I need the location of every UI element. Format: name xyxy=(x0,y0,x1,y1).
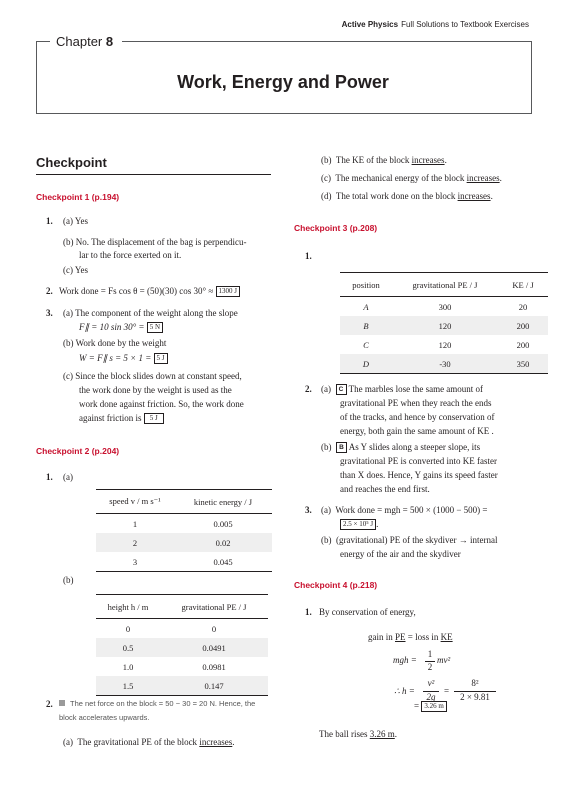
cp2-q1a-label: (a) xyxy=(63,472,73,482)
cp3-q3a-answer-box: 2.5 × 10⁵ J xyxy=(340,519,376,530)
cp3-q2b-answer-box: B xyxy=(336,442,347,453)
table-row xyxy=(96,619,268,639)
cp1-q3a-eq: F∥ = 10 sin 30° = xyxy=(79,322,145,332)
cp2-q2-num xyxy=(46,698,53,711)
cp1-q3a-answer-box: 5 N xyxy=(147,322,163,333)
cp2-q2d: (d) The total work done on the block increases. xyxy=(321,191,493,201)
cp2-table-b-wrap xyxy=(96,594,268,696)
cp2-q2b-answer: increases xyxy=(411,155,445,165)
table-b-header-height: height h / m xyxy=(96,595,160,619)
cp4-eq3-num1: v² xyxy=(427,678,435,688)
cp1-q3b-answer-box: 5 J xyxy=(154,353,168,364)
cp3-q2a-answer-box: C xyxy=(336,384,347,395)
cp2-q1b-label: (b) xyxy=(63,575,74,585)
cp3-q3a-line1 xyxy=(321,504,487,517)
cp1-q3c-line4 xyxy=(79,412,164,425)
table-row xyxy=(340,354,548,374)
table-cell: 3 xyxy=(96,552,174,572)
cp2-q2a-label: (a) xyxy=(63,737,73,747)
chapter-title: Work, Energy and Power xyxy=(177,72,389,92)
cp4-eq3-den2: 2 × 9.81 xyxy=(460,692,490,702)
cp2-q1-num xyxy=(46,471,53,484)
table-cell: 200 xyxy=(498,316,548,335)
table-row xyxy=(96,657,268,676)
cp2-q2d-label: (d) xyxy=(321,191,332,201)
cp4-eq3-lhs: ∴ h = xyxy=(394,686,415,696)
cp3-table xyxy=(340,272,548,374)
cp3-q2a-line4: energy, both gain the same amount of KE . xyxy=(340,426,494,436)
header-brand: Active Physics xyxy=(341,20,399,29)
chapter-label xyxy=(56,34,113,49)
cp4-eq2-rhs: mv² xyxy=(437,655,451,665)
cp2-q2b: (b) The KE of the block increases. xyxy=(321,155,447,165)
cp1-heading: Checkpoint 1 (p.194) xyxy=(36,192,120,202)
chapter-number: 8 xyxy=(105,34,114,49)
cp4-eq1-ke: KE xyxy=(440,632,453,642)
cp1-q1-num xyxy=(46,215,53,228)
table-cell: -30 xyxy=(392,354,498,374)
table-cell: 300 xyxy=(438,301,452,312)
cp3-q2b-line3: than X does. Hence, Y gains its speed faster xyxy=(340,470,498,480)
table-row xyxy=(96,533,272,552)
cp1-q3b-line2 xyxy=(79,352,168,365)
cp1-q1-number: 1. xyxy=(46,216,53,226)
cp2-table-a-wrap xyxy=(96,489,272,572)
cp2-q2c-label: (c) xyxy=(321,173,331,183)
table-row xyxy=(340,335,548,354)
table-row xyxy=(340,316,548,335)
cp4-eq1-text-b: = loss in xyxy=(407,632,439,642)
table-row xyxy=(96,676,268,696)
cp2-q2-line1: The net force on the block = 50 − 30 = 20 N. Hence, the xyxy=(70,699,256,708)
table-cell: 0 xyxy=(125,623,131,634)
cp4-heading: Checkpoint 4 (p.218) xyxy=(294,580,378,590)
cp2-q2-line2: block accelerates upwards. xyxy=(59,713,150,722)
cp1-q3c-text: against friction is xyxy=(79,413,142,423)
cp1-q3c-line3: work done against friction. So, the work done xyxy=(79,399,244,409)
cp2-q2c: (c) The mechanical energy of the block increases. xyxy=(321,173,502,183)
cp4-final-text: The ball rises xyxy=(319,729,368,739)
cp1-q3-num xyxy=(46,307,53,320)
cp1-q3b-line1: (b) Work done by the weight xyxy=(63,338,167,348)
cp4-eq2-lhs: mgh = xyxy=(393,655,417,665)
cp2-q2d-answer: increases xyxy=(457,191,491,201)
cp2-q2d-text: The total work done on the block xyxy=(335,191,456,201)
cp1-q3c-answer-box: 5 J xyxy=(144,413,164,424)
cp3-q3b-line1 xyxy=(321,534,497,547)
cp2-table-a xyxy=(96,489,272,572)
cp4-eq4 xyxy=(414,700,447,713)
table-cell: 0.0491 xyxy=(160,638,268,657)
table-row xyxy=(96,552,272,572)
bullet-square-icon xyxy=(59,700,65,706)
cp2-q2-number: 2. xyxy=(46,699,53,709)
cp1-q1b-line2: lar to the force exerted on it. xyxy=(79,250,182,260)
cp1-q2-answer-box: 1300 J xyxy=(216,286,240,297)
table-cell: 0.5 xyxy=(96,638,160,657)
cp3-header-pe: gravitational PE / J xyxy=(392,273,498,297)
cp1-q3c-line1: (c) Since the block slides down at constant speed, xyxy=(63,371,242,381)
cp3-q3-num xyxy=(305,504,312,517)
cp3-header-ke: KE / J xyxy=(498,273,548,297)
table-cell: 0.0981 xyxy=(202,661,226,672)
table-cell: 2 xyxy=(96,533,174,552)
cp1-q2-line xyxy=(59,285,240,298)
table-row xyxy=(340,297,548,317)
table-cell: 0.02 xyxy=(174,533,272,552)
cp4-q1-num xyxy=(305,606,312,619)
cp3-q2a-line1 xyxy=(321,383,483,396)
cp1-q3-number: 3. xyxy=(46,308,53,318)
cp4-eq3-den1: 2g xyxy=(426,692,436,702)
cp1-q2-text: Work done = Fs cos θ = (50)(30) cos 30° ≈ xyxy=(59,286,214,296)
cp3-q2b-line4: and reaches the end first. xyxy=(340,484,430,494)
section-rule xyxy=(36,174,271,175)
table-cell: 350 xyxy=(498,354,548,374)
cp4-eq2-num: 1 xyxy=(427,649,433,659)
table-b-header-row xyxy=(96,595,268,619)
cp1-q1c: (c) Yes xyxy=(63,265,89,275)
cp3-q3a-line2: 2.5 × 10⁵ J . xyxy=(340,518,378,531)
cp3-q2b-line2: gravitational PE is converted into KE faster xyxy=(340,456,497,466)
cp4-q1-number: 1. xyxy=(305,607,312,617)
cp4-eq4-equals: = xyxy=(414,701,420,711)
cp3-q1-num xyxy=(305,250,312,263)
table-cell: 200 xyxy=(516,339,530,350)
table-cell: 0.005 xyxy=(213,518,233,529)
cp3-q3b-label: (b) xyxy=(321,535,332,545)
table-cell: 120 xyxy=(438,339,452,350)
cp3-q3b-line2: energy of the air and the skydiver xyxy=(340,549,461,559)
cp3-q3a-label: (a) xyxy=(321,505,331,515)
cp1-q1a: (a) Yes xyxy=(63,216,89,226)
cp3-q2b-text1: As Y slides along a steeper slope, its xyxy=(348,442,481,452)
cp2-q2c-text: The mechanical energy of the block xyxy=(335,173,465,183)
cp2-q2b-label: (b) xyxy=(321,155,332,165)
table-cell: 0 xyxy=(211,623,217,634)
cp4-eq1-text-a: gain in xyxy=(368,632,393,642)
chapter-box-rule-left xyxy=(36,41,50,42)
table-cell: B xyxy=(340,316,392,335)
table-cell: A xyxy=(363,301,369,312)
cp3-table-header-row xyxy=(340,273,548,297)
table-b-header-pe: gravitational PE / J xyxy=(160,595,268,619)
cp1-q2-number: 2. xyxy=(46,286,53,296)
chapter-label-prefix: Chapter xyxy=(56,34,103,49)
cp4-eq1 xyxy=(368,631,453,644)
header-subtitle: Full Solutions to Textbook Exercises xyxy=(401,20,529,29)
table-a-header-row xyxy=(96,490,272,514)
table-cell: 0.045 xyxy=(174,552,272,572)
cp4-final-period: . xyxy=(394,729,398,739)
cp2-q2a-answer: increases xyxy=(199,737,233,747)
table-row xyxy=(96,638,268,657)
cp3-q3b-text1: (gravitational) PE of the skydiver → internal xyxy=(336,535,498,545)
cp2-q2a-text: The gravitational PE of the block xyxy=(77,737,198,747)
cp3-q3-number: 3. xyxy=(305,505,312,515)
cp3-q2-num xyxy=(305,383,312,396)
cp3-q2a-line2: gravitational PE when they reach the ends xyxy=(340,398,492,408)
cp1-q1b-line1: (b) No. The displacement of the bag is perpendicu- xyxy=(63,237,247,247)
cp1-q2-num xyxy=(46,285,53,298)
cp3-table-wrap xyxy=(340,272,548,374)
table-cell: 1.5 xyxy=(96,676,160,696)
cp1-q3a-line2 xyxy=(79,321,163,334)
table-cell: 1.0 xyxy=(122,661,134,672)
table-a-header-ke: kinetic energy / J xyxy=(174,490,272,514)
cp2-table-b xyxy=(96,594,268,696)
cp3-heading: Checkpoint 3 (p.208) xyxy=(294,223,378,233)
table-a-header-speed: speed v / m s⁻¹ xyxy=(96,490,174,514)
cp4-eq2-den: 2 xyxy=(427,662,433,672)
cp2-q2b-text: The KE of the block xyxy=(335,155,410,165)
cp3-q2-number: 2. xyxy=(305,384,312,394)
cp3-q2a-text1: The marbles lose the same amount of xyxy=(348,384,484,394)
cp2-q2a: (a) The gravitational PE of the block increases. xyxy=(63,737,235,747)
cp3-q3a-text: Work done = mgh = 500 × (1000 − 500) = xyxy=(335,505,488,515)
table-cell: D xyxy=(340,354,392,374)
cp4-eq1-pe: PE xyxy=(395,632,406,642)
table-row xyxy=(96,514,272,534)
cp4-q1-text: By conservation of energy, xyxy=(319,607,416,617)
cp4-eq3-num2: 8² xyxy=(471,678,479,688)
cp2-heading: Checkpoint 2 (p.204) xyxy=(36,446,120,456)
cp1-q3c-line2: the work done by the weight is used as the xyxy=(79,385,232,395)
table-cell: 1 xyxy=(132,518,138,529)
cp4-final xyxy=(319,728,397,741)
chapter-box-rule-right xyxy=(122,41,531,42)
table-cell: C xyxy=(363,339,369,350)
table-cell: 0.147 xyxy=(160,676,268,696)
table-cell: 120 xyxy=(392,316,498,335)
cp2-q2c-answer: increases xyxy=(466,173,500,183)
cp1-q3a-line1: (a) The component of the weight along the slope xyxy=(63,308,238,318)
cp2-q1-number: 1. xyxy=(46,472,53,482)
cp1-q3b-eq: W = F∥ s = 5 × 1 = xyxy=(79,353,152,363)
cp3-q2b-line1 xyxy=(321,441,480,454)
cp3-header-position: position xyxy=(340,273,392,297)
cp3-q2b-label: (b) xyxy=(321,442,332,452)
section-title: Checkpoint xyxy=(36,155,107,170)
cp4-final-answer: 3.26 m xyxy=(369,729,395,739)
cp3-q2a-label: (a) xyxy=(321,384,331,394)
cp3-q2a-line3: of the tracks, and hence by conservation of xyxy=(340,412,495,422)
cp4-eq4-answer-box: 3.26 m xyxy=(421,701,446,712)
table-cell: 20 xyxy=(518,301,528,312)
cp4-eq3-equals: = xyxy=(444,686,450,696)
running-header xyxy=(342,20,529,29)
cp3-q1-number: 1. xyxy=(305,251,312,261)
